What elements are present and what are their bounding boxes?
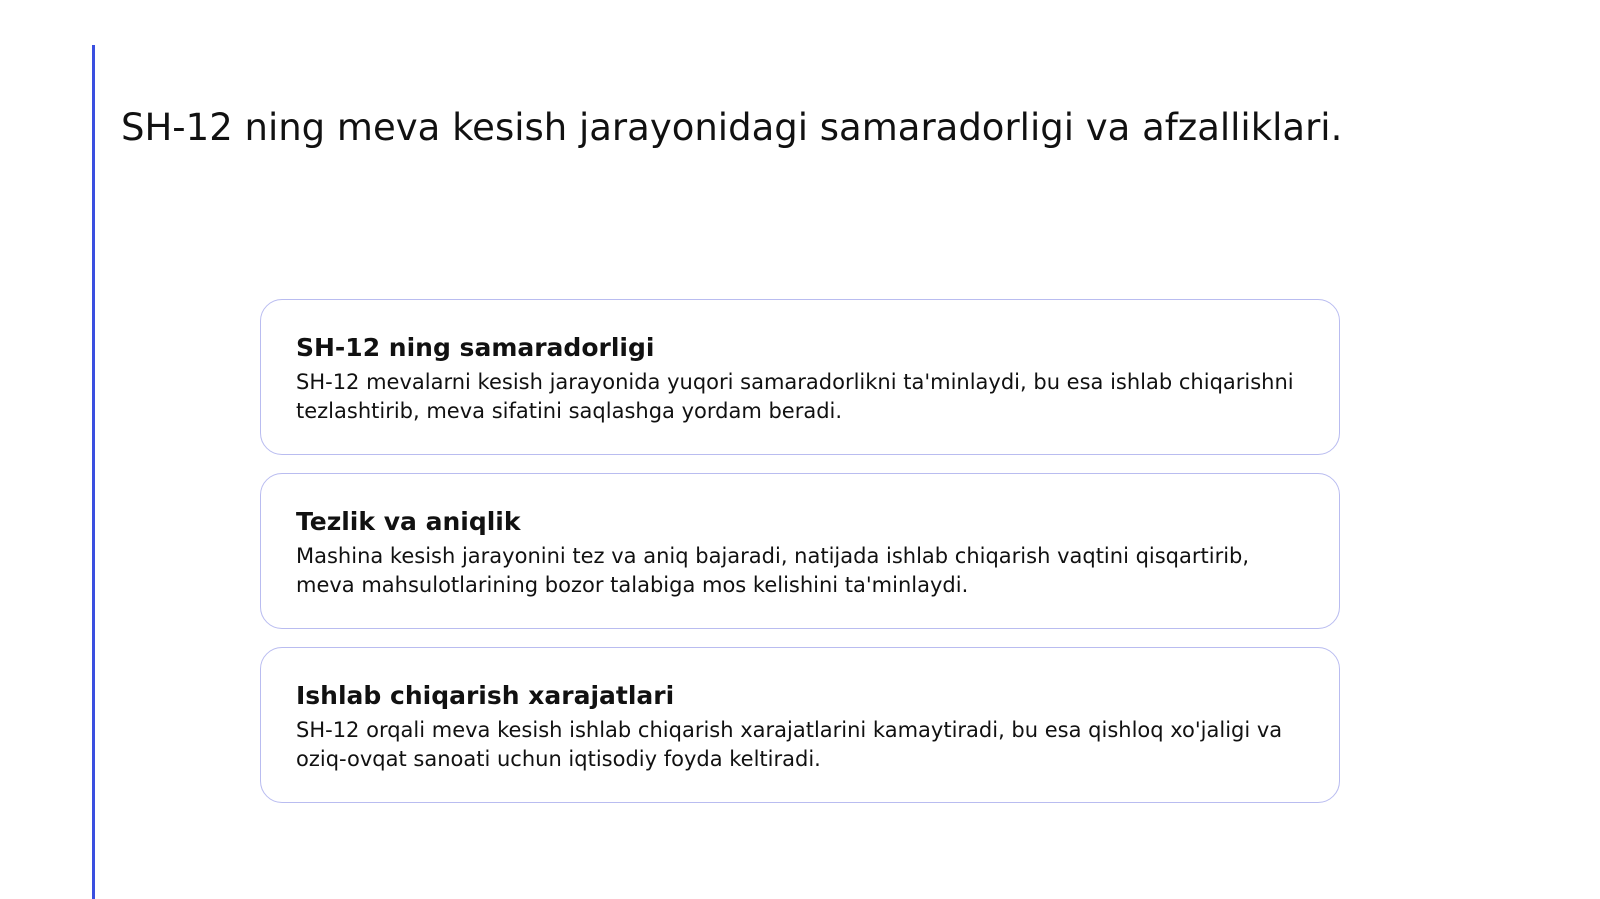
- card-speed-accuracy: [260, 473, 1340, 629]
- card-heading: Ishlab chiqarish xarajatlari: [296, 681, 675, 710]
- accent-bar: [92, 45, 95, 899]
- card-heading: SH-12 ning samaradorligi: [296, 333, 655, 362]
- card-text: SH-12 mevalarni kesish jarayonida yuqori samaradorlikni ta'minlaydi, bu esa ishlab chiqarishni tezlashtirib, meva sifatini saqlashga yordam beradi.: [296, 370, 1294, 424]
- card-efficiency: [260, 299, 1340, 455]
- card-text: Mashina kesish jarayonini tez va aniq bajaradi, natijada ishlab chiqarish vaqtini qisqartirib, meva mahsulotlarining bozor talabiga mos kelishini ta'minlaydi.: [296, 544, 1250, 598]
- card-list: [260, 299, 1340, 821]
- card-production-costs: [260, 647, 1340, 803]
- card-text: SH-12 orqali meva kesish ishlab chiqarish xarajatlarini kamaytiradi, bu esa qishloq xo'jaligi va oziq-ovqat sanoati uchun iqtisodiy foyda keltiradi.: [296, 718, 1283, 772]
- slide-title: SH-12 ning meva kesish jarayonidagi samaradorligi va afzalliklari.: [121, 106, 1343, 149]
- card-heading: Tezlik va aniqlik: [296, 507, 521, 536]
